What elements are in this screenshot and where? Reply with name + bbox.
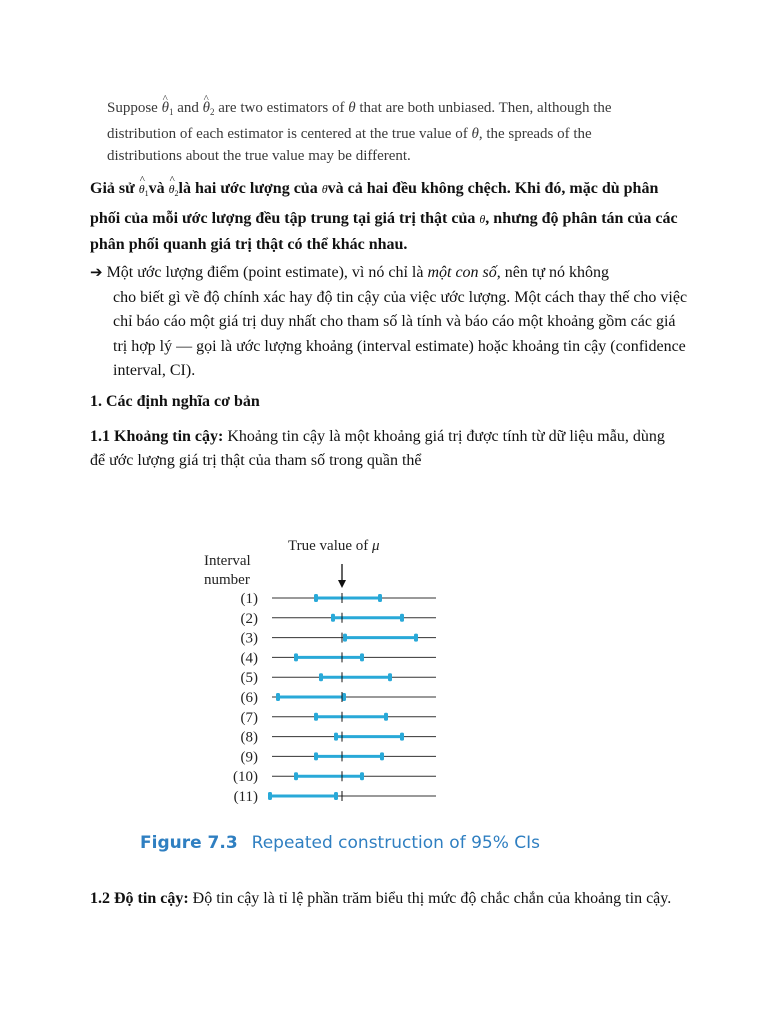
- excerpt-line-1: [107, 97, 677, 123]
- true-value-arrowhead: [338, 580, 346, 588]
- interval-endpoint: [314, 713, 318, 721]
- vi-text: và cả hai đều không chệch. Khi đó, mặc dù phân phối của mỗi ước lượng đều tập trung tại giá trị thật của: [90, 180, 659, 227]
- vi-translation: [90, 176, 690, 257]
- interval-endpoint: [334, 733, 338, 741]
- definition-text: Khoảng tin cậy là một khoảng giá trị được tính từ dữ liệu mẫu, dùng để ước lượng giá trị thật của tham số trong quần thể: [90, 428, 665, 469]
- interval-row-label: (5): [240, 670, 258, 687]
- theta-symbol: θ: [479, 212, 486, 226]
- interval-endpoint: [334, 792, 338, 800]
- vi-text: và: [148, 180, 169, 197]
- interval-endpoint: [319, 673, 323, 681]
- interval-endpoint: [294, 653, 298, 661]
- interval-number-label: Interval: [204, 553, 251, 569]
- interval-row-label: (3): [240, 630, 258, 647]
- interval-row-label: (4): [240, 650, 258, 667]
- definition-confidence-level: [90, 887, 690, 911]
- interval-endpoint: [268, 792, 272, 800]
- interval-endpoint: [294, 772, 298, 780]
- interval-row-label: (8): [240, 729, 258, 746]
- true-value-label: True value of μ: [288, 538, 380, 554]
- interval-endpoint: [343, 634, 347, 642]
- excerpt-text: and: [173, 100, 203, 116]
- theta-hat-1: ^ $\theta_1$: [139, 182, 149, 196]
- excerpt-text: , the spreads of the: [478, 126, 592, 142]
- interval-row-label: (10): [233, 769, 258, 786]
- excerpt-text: are two estimators of: [214, 100, 349, 116]
- interval-endpoint: [314, 752, 318, 760]
- interval-endpoint: [276, 693, 280, 701]
- english-excerpt: [107, 97, 677, 167]
- vi-text: , nhưng độ phân tán của các phân phối quanh giá trị thật có thể khác nhau.: [90, 210, 678, 253]
- interval-endpoint: [384, 713, 388, 721]
- interval-row-label: (9): [240, 749, 258, 766]
- figure-caption: Figure 7.3 Repeated construction of 95% CIs: [140, 833, 541, 853]
- section-heading: 1. Các định nghĩa cơ bản: [90, 393, 260, 410]
- interval-row-label: (2): [240, 610, 258, 627]
- vi-text: Giả sử: [90, 180, 139, 197]
- theta-hat-2: ^ $\theta_2$: [169, 182, 179, 196]
- emphasis-text: một con số: [427, 264, 497, 281]
- ci-figure: [140, 530, 541, 860]
- vi-text: là hai ước lượng của: [178, 180, 322, 197]
- point-estimate-paragraph: [90, 260, 690, 384]
- interval-row-label: (7): [240, 709, 258, 726]
- interval-row-label: (6): [240, 690, 258, 706]
- interval-row-label: (1): [240, 591, 258, 607]
- interval-endpoint: [331, 614, 335, 622]
- theta-hat-2: ^ $\theta_2$: [203, 97, 215, 123]
- interval-endpoint: [378, 594, 382, 602]
- paragraph-text: , nên tự nó không: [496, 264, 609, 281]
- interval-endpoint: [314, 594, 318, 602]
- paragraph-rest: cho biết gì về độ chính xác hay độ tin cậy của việc ước lượng. Một cách thay thế cho việc chỉ báo cáo một giá trị duy nhất cho tham số là tính và báo cáo một khoảng gồm các giá trị hợp lý — gọi là ước lượng khoảng (interval estimate) hoặc khoảng tin cậy (confidence interval, CI).: [113, 288, 688, 379]
- interval-endpoint: [360, 772, 364, 780]
- definition-label: 1.1 Khoảng tin cậy:: [90, 428, 224, 445]
- excerpt-line-2: [107, 123, 677, 145]
- excerpt-line-3: distributions about the true value may be different.: [107, 148, 411, 164]
- paragraph-text: Một ước lượng điểm (point estimate), vì nó chỉ là: [106, 264, 428, 281]
- interval-endpoint: [388, 673, 392, 681]
- interval-number-label: number: [204, 572, 250, 588]
- arrow-right-icon: ➔: [90, 263, 103, 281]
- theta-symbol: θ: [321, 182, 328, 196]
- interval-endpoint: [414, 634, 418, 642]
- excerpt-text: distribution of each estimator is centered at the true value of: [107, 126, 472, 142]
- definition-confidence-interval: [90, 425, 680, 473]
- interval-endpoint: [342, 693, 346, 701]
- interval-endpoint: [400, 733, 404, 741]
- interval-row-label: (11): [233, 789, 258, 805]
- excerpt-text: Suppose: [107, 100, 162, 116]
- theta-symbol: θ: [348, 100, 356, 116]
- interval-endpoint: [400, 614, 404, 622]
- excerpt-text: that are both unbiased. Then, although the: [355, 100, 612, 116]
- interval-endpoint: [380, 752, 384, 760]
- theta-symbol: θ: [471, 126, 479, 142]
- paragraph-first-line: [90, 260, 690, 286]
- definition-label: 1.2 Độ tin cậy:: [90, 890, 189, 907]
- theta-hat-1: ^ $\theta_1$: [162, 97, 174, 123]
- ci-figure-svg: [140, 530, 541, 860]
- definition-text: Độ tin cậy là tỉ lệ phần trăm biểu thị mức độ chắc chắn của khoảng tin cậy.: [188, 890, 672, 907]
- interval-endpoint: [360, 653, 364, 661]
